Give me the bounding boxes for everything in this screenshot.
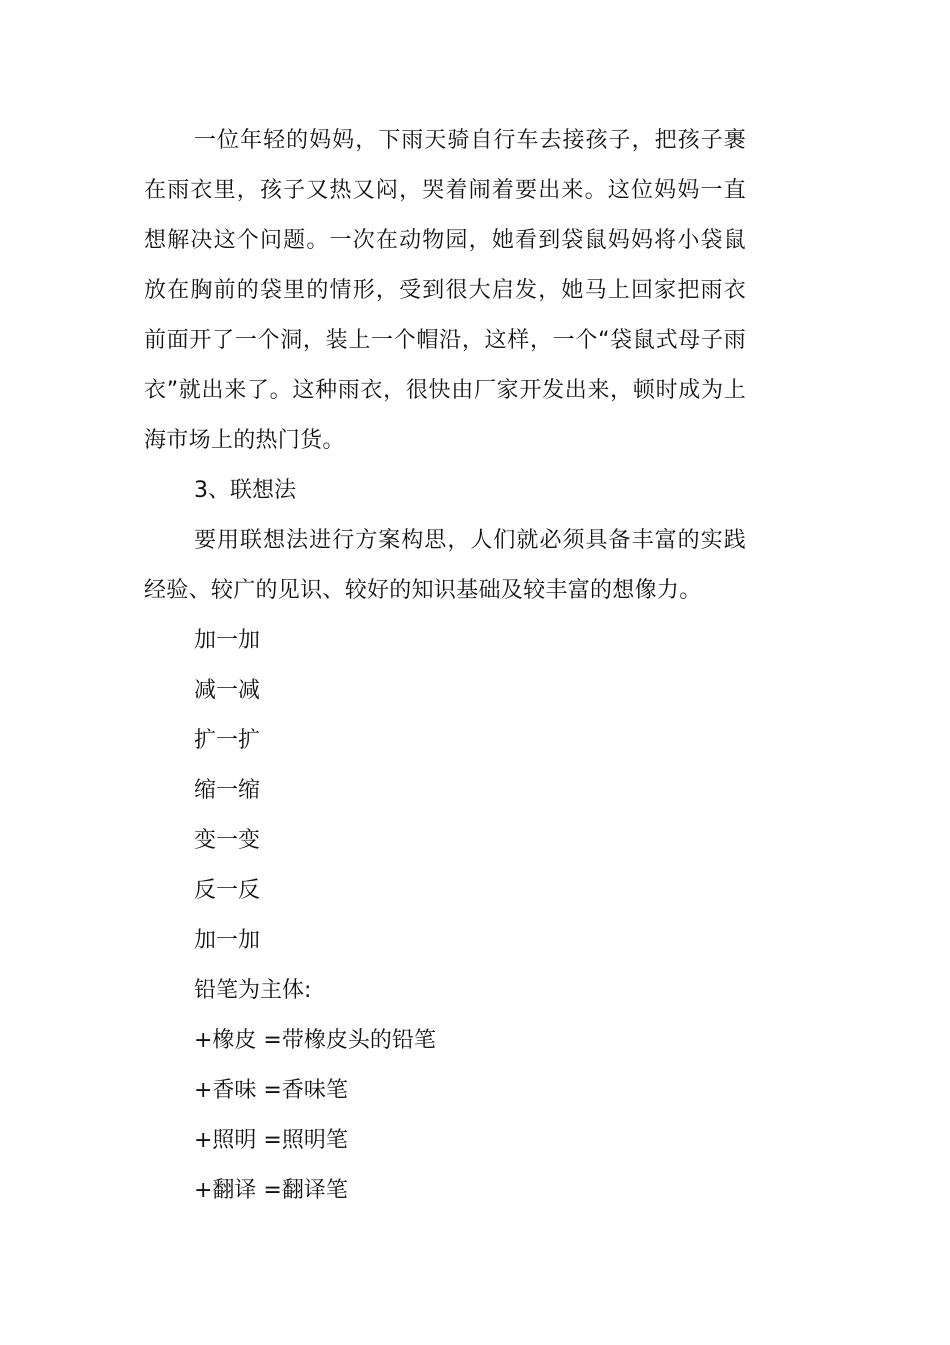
method-item: 扩一扩: [194, 728, 261, 753]
section-heading: 3、联想法: [194, 478, 296, 503]
example-heading: 加一加: [194, 928, 261, 953]
method-item: 减一减: [194, 678, 261, 703]
method-item: 变一变: [194, 828, 261, 853]
example-subject: 铅笔为主体:: [194, 978, 312, 1003]
method-item: 缩一缩: [194, 778, 261, 803]
method-item: 反一反: [194, 878, 261, 903]
example-item: +橡皮 =带橡皮头的铅笔: [194, 1028, 436, 1053]
example-item: +翻译 =翻译笔: [194, 1178, 348, 1203]
example-item: +香味 =香味笔: [194, 1078, 348, 1103]
document-body: [144, 116, 746, 1216]
method-item: 加一加: [194, 628, 261, 653]
example-item: +照明 =照明笔: [194, 1128, 348, 1153]
paragraph-raincoat-story: 一位年轻的妈妈，下雨天骑自行车去接孩子，把孩子裹在雨衣里，孩子又热又闷，哭着闹着要出来。这位妈妈一直想解决这个问题。一次在动物园，她看到袋鼠妈妈将小袋鼠放在胸前的袋里的情形，受到很大启发，她马上回家把雨衣前面开了一个洞，装上一个帽沿，这样，一个“袋鼠式母子雨衣”就出来了。这种雨衣，很快由厂家开发出来，顿时成为上海市场上的热门货。: [144, 128, 746, 453]
paragraph-association-method: 要用联想法进行方案构思，人们就必须具备丰富的实践经验、较广的见识、较好的知识基础及较丰富的想像力。: [144, 528, 746, 603]
